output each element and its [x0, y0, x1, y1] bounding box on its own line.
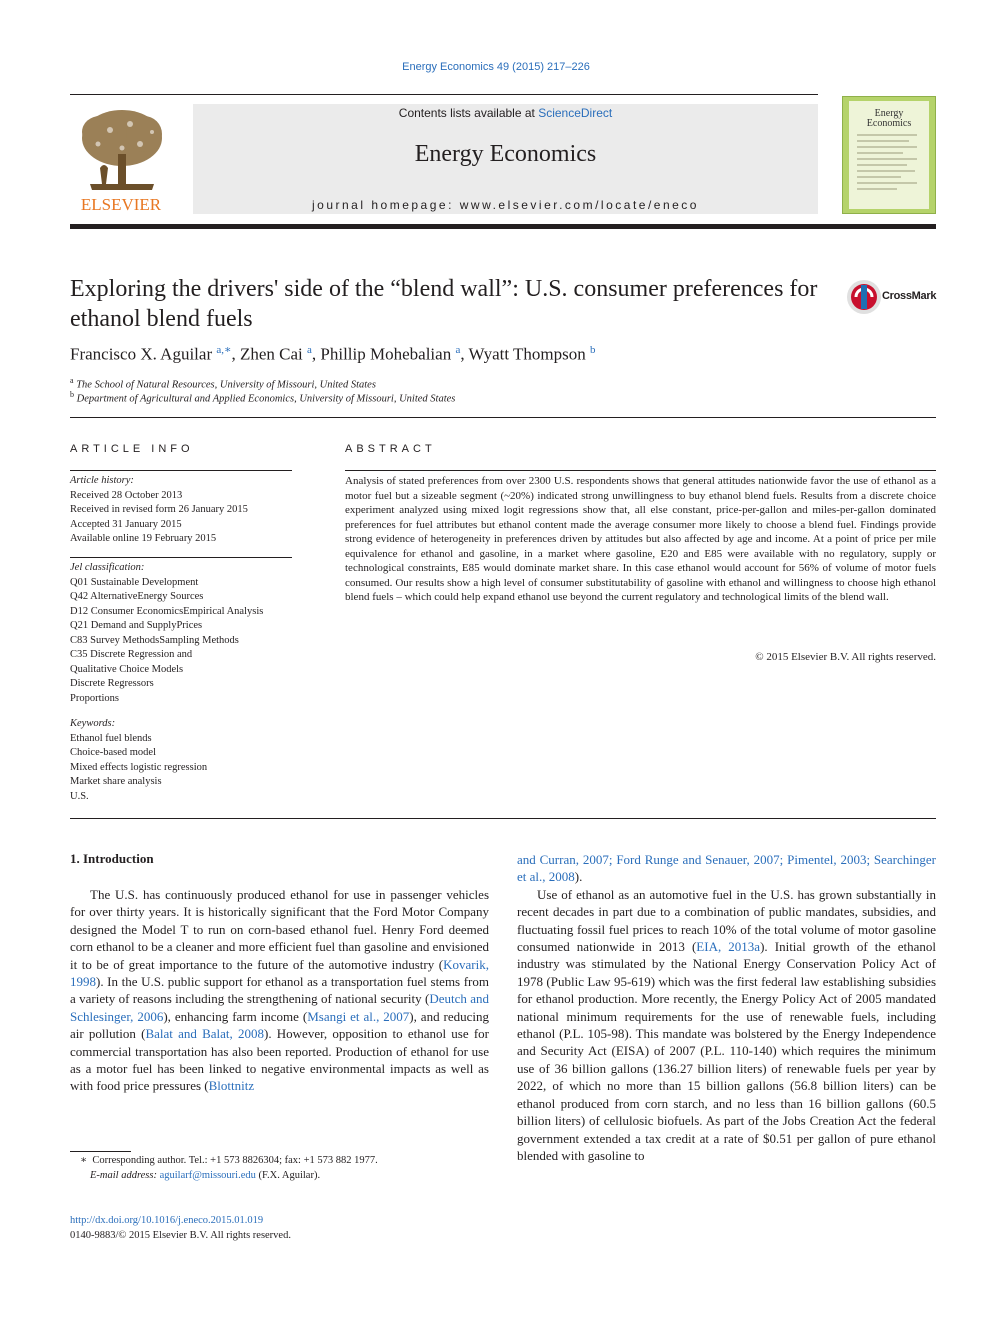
author-affil-marker[interactable]: a,∗ [216, 344, 232, 356]
sciencedirect-link[interactable]: ScienceDirect [538, 106, 613, 120]
issn-line: 0140-9883/© 2015 Elsevier B.V. All rights reserved. [70, 1229, 291, 1241]
header-rule [70, 94, 818, 95]
author-name[interactable]: Wyatt Thompson [468, 344, 586, 364]
paragraph: The U.S. has continuously produced ethanol for use in passenger vehicles for over thirty years. It is historically significant that the Ford Motor Company designed the Model T to run on corn-based ethanol fuel. Henry Ford deemed corn ethanol to be a cleaner and more efficient fuel than gasoline and envisioned it to be of great importance to the future of the automotive industry (Kovarik, 1998). In the U.S. public support for ethanol as a transportation fuel stems from a variety of reasons including the strengthening of national security (Deutch and Schlesinger, 2006), enhancing farm income (Msangi et al., 2007), and reducing air pollution (Balat and Balat, 2008). However, opposition to ethanol use for commercial transportation has also been reported. Production of ethanol for use as a motor fuel has been linked to negative environmental impacts as well as with food price pressures (Blottnitz [70, 887, 489, 1094]
jel-item: Proportions [70, 692, 120, 704]
jel-item: Qualitative Choice Models [70, 663, 184, 675]
jel-item: Q42 AlternativeEnergy Sources [70, 591, 204, 602]
jel-item: D12 Consumer EconomicsEmpirical Analysis [70, 605, 264, 617]
citation-link[interactable]: Msangi et al., 2007 [307, 1008, 410, 1024]
citation-link[interactable]: Deutch and Schlesinger, 2006 [70, 991, 489, 1024]
author-affil-marker[interactable]: b [589, 344, 596, 356]
citation-link[interactable]: EIA, 2013a [696, 939, 761, 955]
citation-link[interactable]: Balat and Balat, 2008 [145, 1026, 264, 1042]
footnote-rule [70, 1151, 131, 1152]
paragraph-continued: and Curran, 2007; Ford Runge and Senauer, 2007; Pimentel, 2003; Searchinger et al., 2008). [517, 852, 936, 885]
article-title: Exploring the drivers' side of the “blend wall”: U.S. consumer preferences for ethanol blend fuels [70, 276, 818, 332]
abstract-label: ABSTRACT [345, 443, 436, 455]
header-rule-thick [70, 224, 936, 229]
citation-link[interactable]: and Curran, 2007; Ford Runge and Senauer, 2007; Pimentel, 2003; Searchinger et al., 2008 [517, 852, 936, 885]
divider [70, 470, 292, 471]
affiliation-a: $^a$ The School of Natural Resources, University of Missouri, United States [70, 376, 376, 391]
elsevier-logo [70, 104, 172, 216]
jel-item: Q21 Demand and SupplyPrices [70, 620, 203, 631]
jel-item: Q01 Sustainable Development [70, 576, 199, 588]
article-info-label: ARTICLE INFO [70, 443, 194, 455]
contents-line [193, 106, 818, 120]
contents-prefix: Contents lists available at [398, 106, 539, 120]
citation-link[interactable]: Blottnitz [208, 1078, 255, 1094]
cover-title: Energy Economics [866, 108, 912, 129]
elsevier-wordmark: ELSEVIER [80, 195, 162, 214]
body-column-right [517, 851, 936, 1164]
copyright-notice: © 2015 Elsevier B.V. All rights reserved. [755, 651, 936, 663]
citation-link[interactable]: Kovarik, 1998 [70, 956, 489, 990]
email-label: E-mail address: [90, 1170, 157, 1181]
keywords-heading: Keywords: [70, 718, 116, 729]
footnote: ∗ Corresponding author. Tel.: +1 573 8826304; fax: +1 573 882 1977. E-mail address: aguilarf@missouri.edu (F.X. Aguilar). [80, 1155, 378, 1181]
email-link[interactable]: aguilarf@missouri.edu [159, 1170, 256, 1181]
keywords [70, 717, 292, 804]
crossmark-icon [846, 279, 882, 315]
divider [70, 557, 292, 558]
author-list: Francisco X. Aguilar $^{a,∗}$, Zhen Cai $^a$, Phillip Mohebalian $^a$, Wyatt Thompson $^b$ [70, 344, 596, 364]
history-item: Available online 19 February 2015 [70, 533, 217, 544]
cover-contents-lines [857, 133, 923, 199]
author-name[interactable]: Zhen Cai [239, 344, 303, 364]
body-column-left [70, 886, 489, 1095]
keyword-item: U.S. [70, 790, 89, 802]
journal-cover-thumbnail[interactable] [842, 96, 936, 214]
keyword-item: Market share analysis [70, 776, 162, 787]
abstract-text: Analysis of stated preferences from over 2300 U.S. respondents shows that general attitudes nationwide favor the use of ethanol as a motor fuel but a sizeable segment (~20%) indicated strong unwillingness to buy ethanol blend fuels. Results from a discrete choice experiment analyzed using mixed logit regressions show that, all else constant, price-per-gallon and miles-per-gallon dominated preferences for fuel attributes but ethanol content made the average consumer more likely to choose a blend fuel. Findings provide strong evidence of heterogeneity in preferences driven by attitudes but also affected by age and income. At a point of price per mile equivalence for ethanol and gasoline, in a market where gasoline, E20 and E85 were available with no regulatory, supply or technological constraints, E85 would dominate market share. In this case ethanol would account for 56% of volume of motor fuels consumed. Our results show a high level of consumer substitutability of gasoline with ethanol and willingness to choose high ethanol blend fuels – which could help expand ethanol use beyond the current regulatory and technological limits of the blend wall. [345, 475, 936, 603]
divider [70, 417, 936, 418]
author-name[interactable]: Phillip Mohebalian [320, 344, 452, 364]
jel-item: Discrete Regressors [70, 678, 154, 689]
author-affil-marker[interactable]: a [307, 344, 312, 356]
keyword-item: Choice-based model [70, 747, 157, 758]
journal-homepage[interactable]: journal homepage: www.elsevier.com/locate/eneco [312, 198, 699, 212]
author-name[interactable]: Francisco X. Aguilar [70, 344, 213, 364]
article-history [70, 474, 292, 547]
jel-item: C35 Discrete Regression and [70, 649, 193, 660]
journal-reference[interactable]: Energy Economics 49 (2015) 217–226 [402, 61, 590, 73]
journal-title: Energy Economics [414, 141, 597, 167]
keyword-item: Ethanol fuel blends [70, 732, 152, 744]
author-affil-marker[interactable]: a [455, 344, 461, 356]
jel-classification [70, 561, 292, 706]
divider [345, 470, 936, 471]
section-heading: 1. Introduction [70, 851, 154, 866]
doi-link[interactable]: http://dx.doi.org/10.1016/j.eneco.2015.01.019 [70, 1215, 264, 1226]
history-item: Received 28 October 2013 [70, 489, 183, 501]
affiliation-b: $^b$ Department of Agricultural and Applied Economics, University of Missouri, United States [70, 390, 456, 405]
history-item: Accepted 31 January 2015 [70, 518, 182, 530]
jel-item: C83 Survey MethodsSampling Methods [70, 634, 239, 646]
history-item: Received in revised form 26 January 2015 [70, 504, 248, 515]
divider [70, 818, 936, 819]
corresponding-author: Corresponding author. Tel.: +1 573 8826304; fax: +1 573 882 1977. [92, 1155, 378, 1166]
crossmark-label[interactable]: CrossMark [882, 290, 937, 302]
history-heading: Article history: [70, 475, 134, 486]
page-footer [70, 1214, 291, 1243]
keyword-item: Mixed effects logistic regression [70, 761, 208, 773]
paragraph: Use of ethanol as an automotive fuel in the U.S. has grown substantially in recent decades in part due to a combination of public mandates, subsidies, and fluctuating fossil fuel prices to reach 10% of the total volume of motor gasoline consumed nationwide in 2013 (EIA, 2013a). Initial growth of the ethanol industry was stimulated by the National Energy Conservation Policy Act of 1978 (Public Law 95-619) which was the first federal law establishing subsidies for ethanol production. More recently, the Energy Policy Act of 2005 mandated national minimum requirements for the use of renewable fuels, including ethanol (P.L. 105-98). This mandate was bolstered by the Energy Independence and Security Act (EISA) of 2007 (P.L. 110-140) which requires the minimum use of 36 billion gallons (136.27 billion liters) of renewable fuels per year by 2022, of which no more than 15 billion gallons (56.8 billion liters) can be ethanol produced from corn starch, and no less than 16 billion gallons (60.5 billion liters) of cellulosic biofuels. As part of the Jobs Creation Act the federal government extended a tax credit at a rate of $0.51 per gallon of pure ethanol blended with gasoline to [517, 886, 936, 1163]
footnote-marker: ∗ [80, 1155, 88, 1166]
jel-heading: Jel classification: [70, 562, 145, 573]
